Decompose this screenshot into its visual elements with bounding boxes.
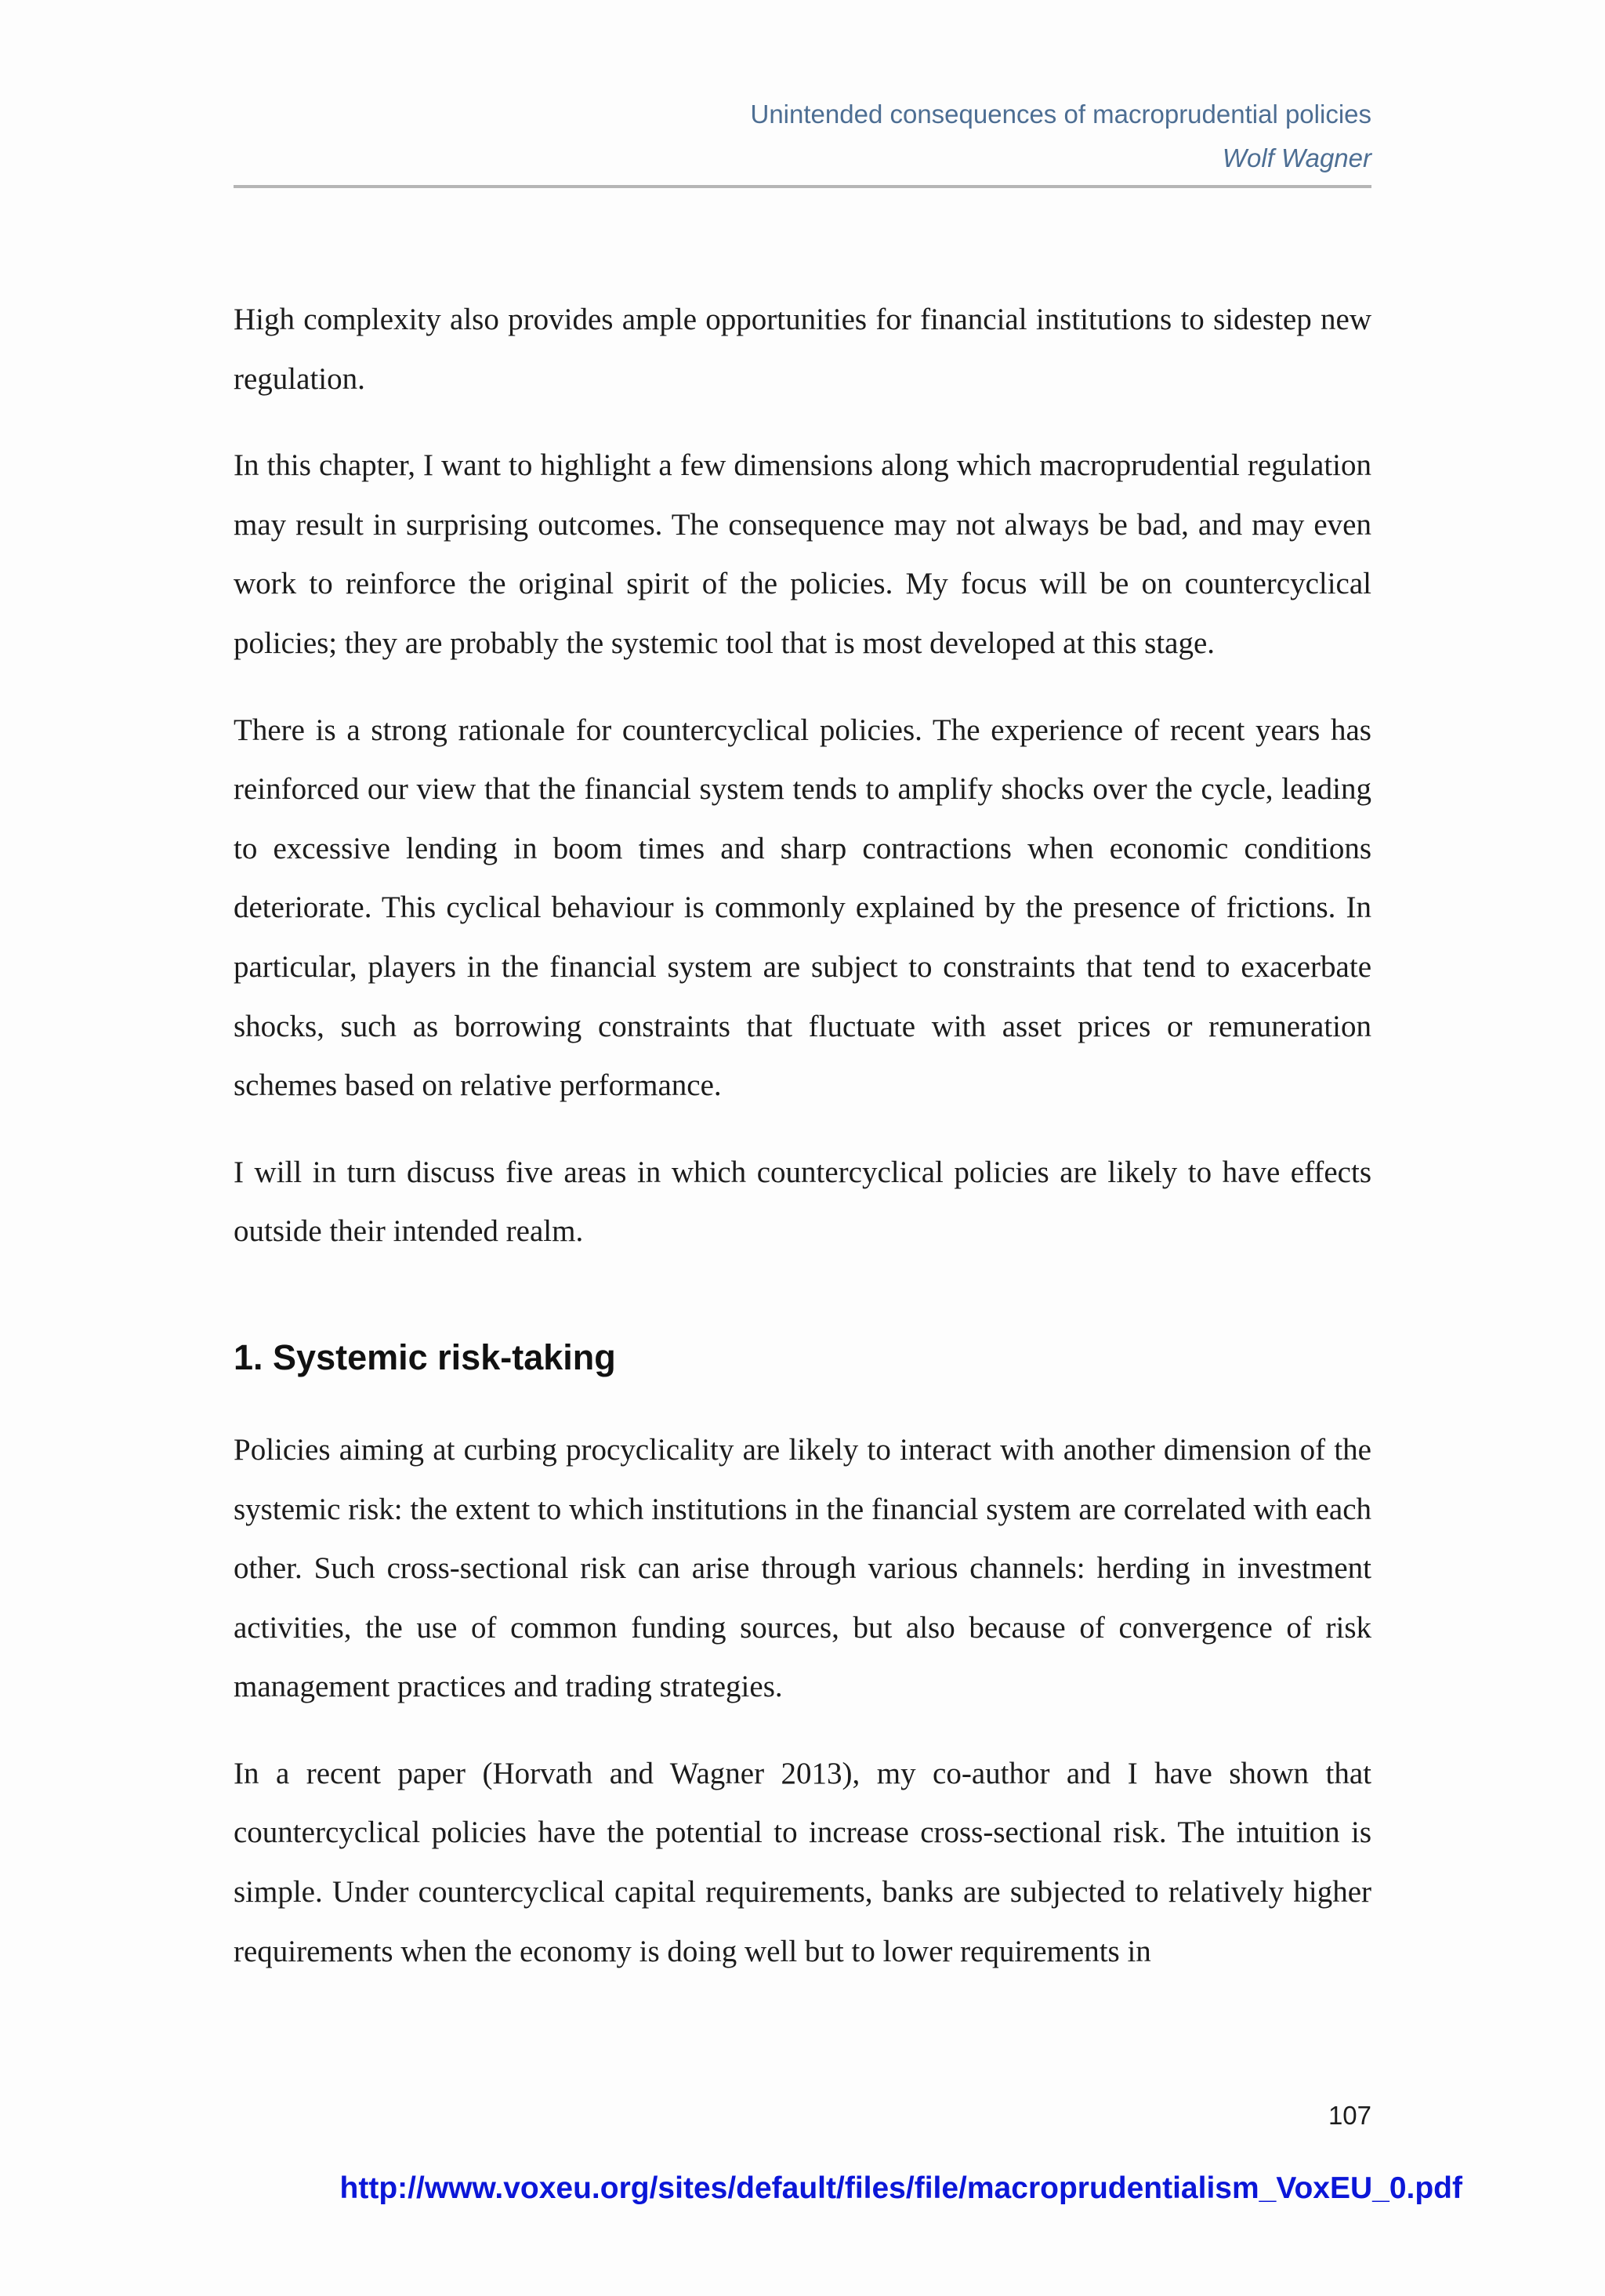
paragraph: In this chapter, I want to highlight a few dimensions along which macroprudential regulation may result in surprising outcomes. The consequence may not always be bad, and may even work to reinforce the original spirit of the policies. My focus will be on countercyclical policies; they are probably the systemic tool that is most developed at this stage. — [234, 448, 1371, 660]
paragraph: There is a strong rationale for countercyclical policies. The experience of recent years has reinforced our view that the financial system tends to amplify shocks over the cycle, leading to excessive lending in boom times and sharp contractions when economic conditions deteriorate. This cyclical behaviour is commonly explained by the presence of frictions. In particular, players in the financial system are subject to constraints that tend to exacerbate shocks, such as borrowing constraints that fluctuate with asset prices or remuneration schemes based on relative performance. — [234, 713, 1371, 1103]
page-number: 107 — [1328, 2101, 1371, 2130]
chapter-author: Wolf Wagner — [1222, 143, 1371, 172]
paragraph: Policies aiming at curbing procyclicality are likely to interact with another dimension of the systemic risk: the extent to which institutions in the financial system are correlated with each other. Such cross-sectional risk can arise through various channels: herding in investment activities, the use of common funding sources, but also because of convergence of risk management practices and trading strategies. — [234, 1432, 1371, 1704]
page-body — [234, 290, 1371, 2008]
chapter-title: Unintended consequences of macroprudential policies — [750, 100, 1371, 129]
paragraph: In a recent paper (Horvath and Wagner 2013), my co-author and I have shown that countercyclical policies have the potential to increase cross-sectional risk. The intuition is simple. Under countercyclical capital requirements, banks are subjected to relatively higher requirements when the economy is doing well but to lower requirements in — [234, 1756, 1371, 1968]
header-divider — [234, 185, 1371, 188]
paragraph: High complexity also provides ample opportunities for financial institutions to sidestep new regulation. — [234, 303, 1371, 396]
source-url-link[interactable]: http://www.voxeu.org/sites/default/files/file/macroprudentialism_VoxEU_0.pdf — [339, 2171, 1462, 2205]
paragraph: I will in turn discuss five areas in which countercyclical policies are likely to have effects outside their intended realm. — [234, 1155, 1371, 1249]
running-header — [234, 92, 1371, 180]
section-heading: 1. Systemic risk-taking — [234, 1337, 616, 1377]
